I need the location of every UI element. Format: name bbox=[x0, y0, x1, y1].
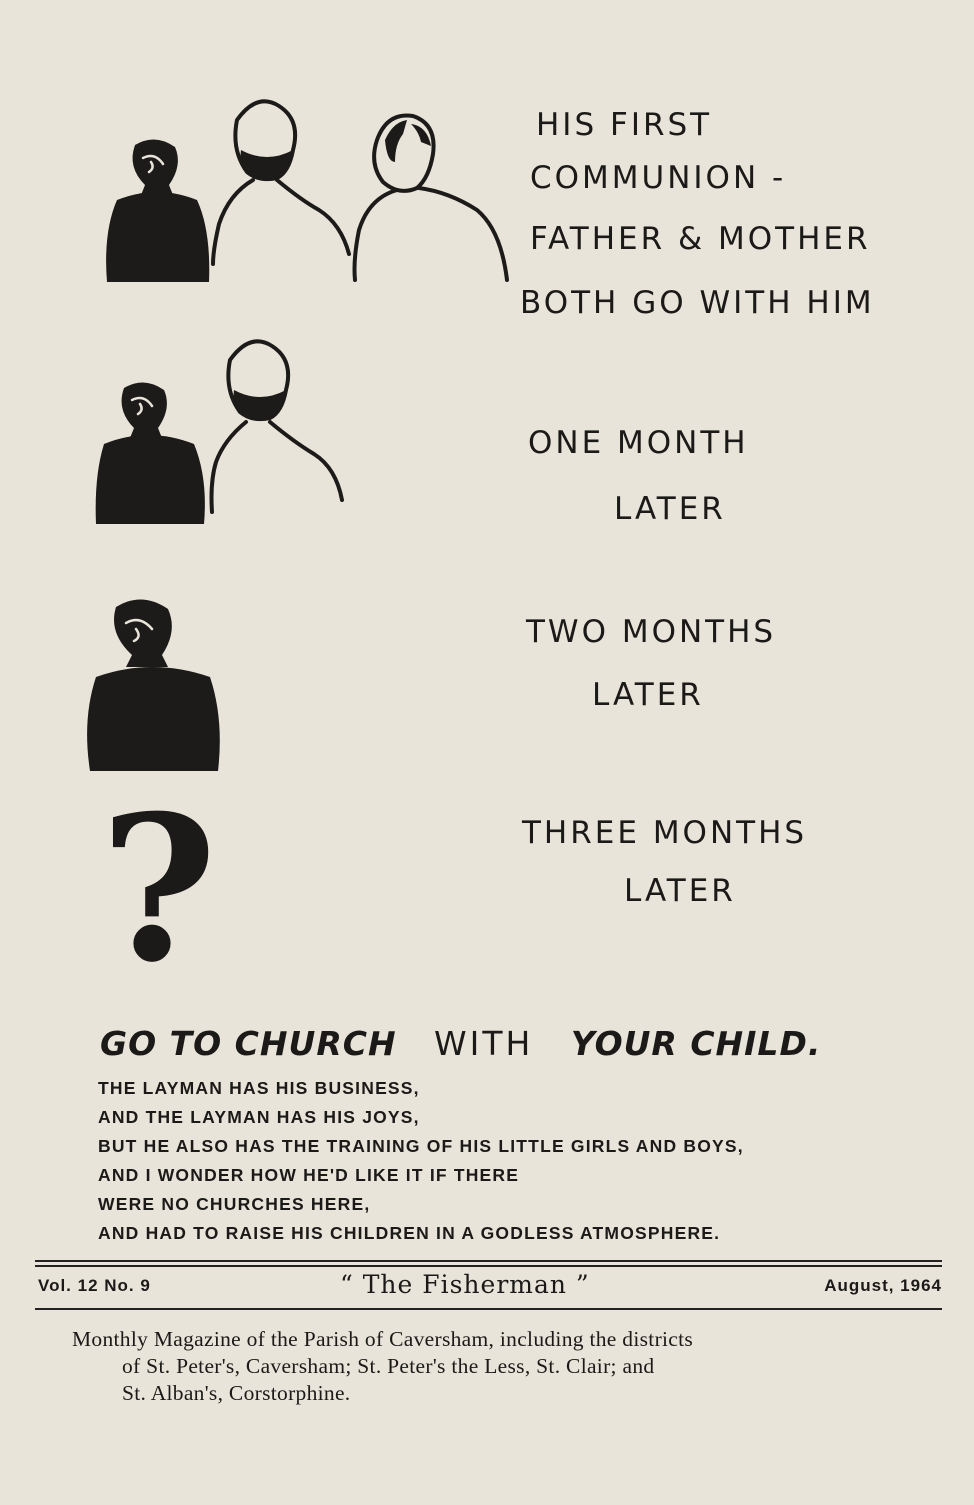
masthead-bottom-rule bbox=[35, 1308, 942, 1310]
issue-date: August, 1964 bbox=[824, 1276, 942, 1295]
headline bbox=[100, 1024, 821, 1063]
verse bbox=[98, 1074, 744, 1248]
caption-line-2: COMMUNION - bbox=[530, 160, 787, 196]
caption-three-months: THREE MONTHS bbox=[522, 815, 808, 851]
masthead-top-rule-2 bbox=[35, 1265, 942, 1267]
footer-line-1: Monthly Magazine of the Parish of Caversham, including the districts bbox=[72, 1327, 694, 1351]
headline-with: WITH bbox=[434, 1024, 534, 1063]
footer-line-3: St. Alban's, Corstorphine. bbox=[122, 1381, 351, 1405]
masthead bbox=[38, 1268, 942, 1304]
verse-line: AND I WONDER HOW HE'D LIKE IT IF THERE bbox=[98, 1165, 520, 1185]
verse-line: WERE NO CHURCHES HERE, bbox=[98, 1194, 371, 1214]
verse-line: AND THE LAYMAN HAS HIS JOYS, bbox=[98, 1107, 420, 1127]
volume-number: Vol. 12 No. 9 bbox=[38, 1276, 151, 1295]
caption-line-4: BOTH GO WITH HIM bbox=[520, 285, 875, 321]
caption-later-3: LATER bbox=[624, 873, 736, 909]
verse-line: AND HAD TO RAISE HIS CHILDREN IN A GODLESS ATMOSPHERE. bbox=[98, 1223, 721, 1243]
caption-two-months: TWO MONTHS bbox=[526, 614, 777, 650]
caption-one-month: ONE MONTH bbox=[528, 425, 749, 461]
footer-line-2: of St. Peter's, Caversham; St. Peter's the Less, St. Clair; and bbox=[122, 1354, 655, 1378]
family-three-figures-illustration bbox=[95, 100, 515, 290]
caption-line-1: HIS FIRST bbox=[536, 107, 713, 143]
verse-line: THE LAYMAN HAS HIS BUSINESS, bbox=[98, 1078, 420, 1098]
footer-description bbox=[72, 1326, 922, 1407]
question-mark-illustration: ? bbox=[100, 772, 218, 1007]
verse-line: BUT HE ALSO HAS THE TRAINING OF HIS LITTLE GIRLS AND BOYS, bbox=[98, 1136, 744, 1156]
headline-your-child: YOUR CHILD. bbox=[570, 1024, 822, 1063]
caption-later-2: LATER bbox=[592, 677, 704, 713]
magazine-title: “ The Fisherman ” bbox=[340, 1270, 590, 1299]
caption-later-1: LATER bbox=[614, 491, 726, 527]
masthead-top-rule bbox=[35, 1260, 942, 1262]
headline-go-to-church: GO TO CHURCH bbox=[100, 1024, 397, 1063]
boy-alone-illustration bbox=[86, 595, 226, 775]
caption-line-3: FATHER & MOTHER bbox=[530, 221, 871, 257]
boy-and-mother-illustration bbox=[92, 340, 362, 530]
